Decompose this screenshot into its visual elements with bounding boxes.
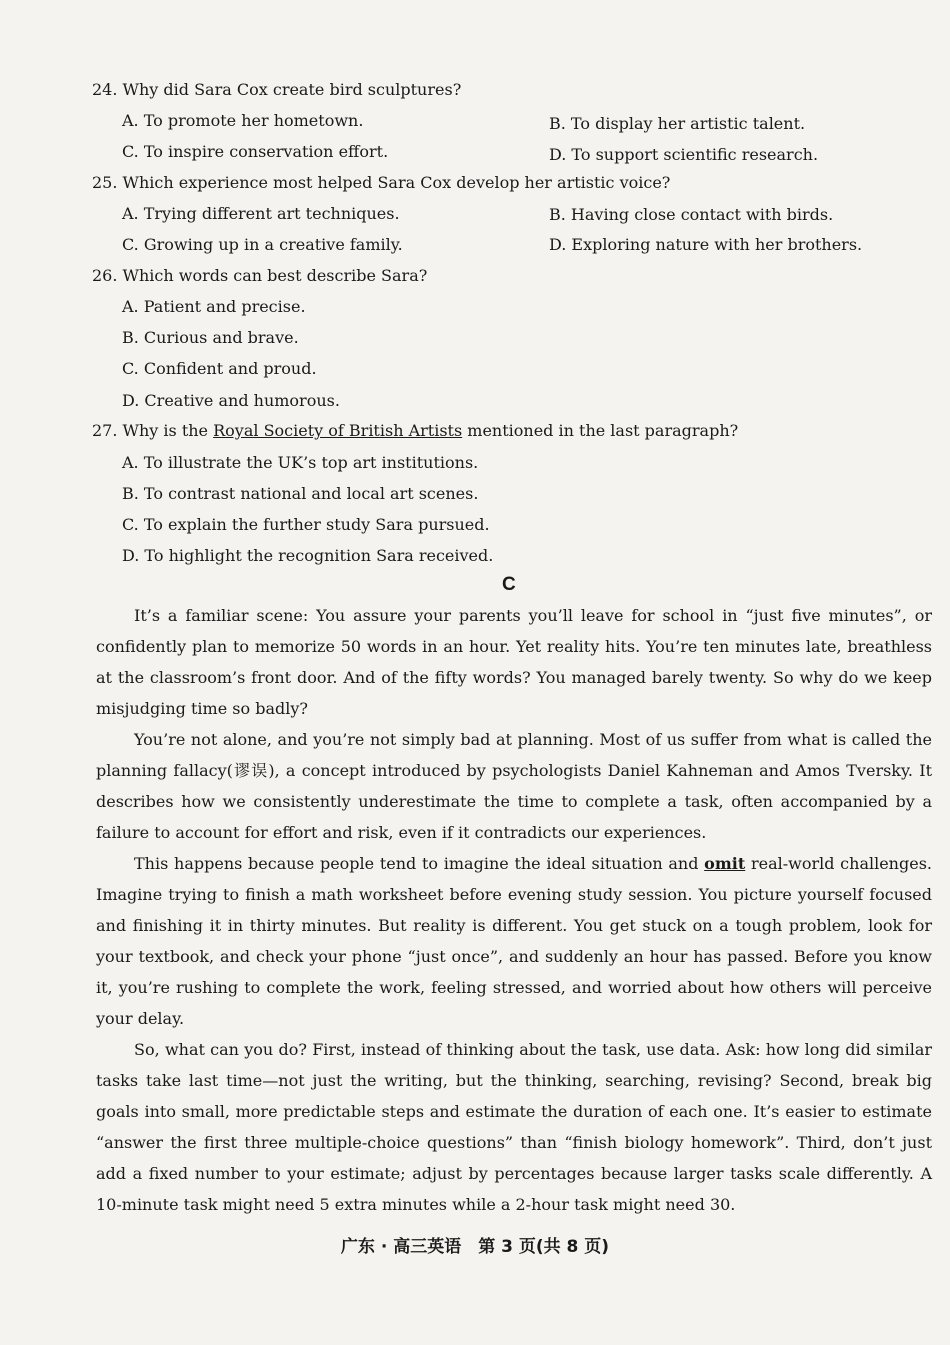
question-24-stem: 24. Why did Sara Cox create bird sculptures? <box>92 80 462 99</box>
question-25-option-b: B. Having close contact with birds. <box>549 205 834 224</box>
question-24-option-b: B. To display her artistic talent. <box>549 114 806 133</box>
question-27-option-b: B. To contrast national and local art scenes. <box>122 484 479 503</box>
question-26-option-b: B. Curious and brave. <box>122 328 299 347</box>
question-25-option-a: A. Trying different art techniques. <box>122 204 400 223</box>
question-25-option-d: D. Exploring nature with her brothers. <box>549 235 863 254</box>
question-25-option-c: C. Growing up in a creative family. <box>122 235 403 254</box>
question-27-underlined-phrase: Royal Society of British Artists <box>213 421 463 440</box>
paragraph-3-rest: real-world challenges. Imagine trying to finish a math worksheet before evening study session. You picture yourself focused and finishing it in thirty minutes. But reality is different. You get stuck on a tough problem, look for your textbook, and check your phone “just once”, and suddenly an hour has passed. Before you know it, you’re rushing to complete the work, feeling stressed, and worried about how others will perceive your delay. <box>96 854 932 1028</box>
paragraph-3-start: This happens because people tend to imagine the ideal situation and <box>134 854 705 873</box>
passage-paragraph-1: It’s a familiar scene: You assure your parents you’ll leave for school in “just five minutes”, or confidently plan to memorize 50 words in an hour. Yet reality hits. You’re ten minutes late, breathless at the classroom’s front door. And of the fifty words? You managed barely twenty. So why do we keep misjudging time so badly? <box>96 606 932 718</box>
question-27-option-a: A. To illustrate the UK’s top art institutions. <box>122 453 479 472</box>
question-26-stem: 26. Which words can best describe Sara? <box>92 266 428 285</box>
question-25-stem: 25. Which experience most helped Sara Cox develop her artistic voice? <box>92 173 671 192</box>
question-26-option-c: C. Confident and proud. <box>122 359 317 378</box>
question-27-option-c: C. To explain the further study Sara pursued. <box>122 515 490 534</box>
question-24-option-a: A. To promote her hometown. <box>122 111 364 130</box>
passage-c <box>96 600 932 1220</box>
question-27-stem-start: 27. Why is the <box>92 421 214 440</box>
passage-paragraph-4: So, what can you do? First, instead of thinking about the task, use data. Ask: how long did similar tasks take last time—not just the writing, but the thinking, searching, revising? Second, break big goals into small, more predictable steps and estimate the duration of each one. It’s easier to estimate “answer the first three multiple-choice questions” than “finish biology homework”. Third, don’t just add a fixed number to your estimate; adjust by percentages because larger tasks scale differently. A 10-minute task might need 5 extra minutes while a 2-hour task might need 30. <box>96 1040 932 1214</box>
question-24-option-d: D. To support scientific research. <box>549 145 819 164</box>
question-27-stem <box>92 421 738 441</box>
question-24-option-c: C. To inspire conservation effort. <box>122 142 389 161</box>
question-26-option-a: A. Patient and precise. <box>122 297 306 316</box>
page-footer: 广东 · 高三英语 第 3 页(共 8 页) <box>340 1237 610 1257</box>
passage-paragraph-3 <box>96 848 932 1034</box>
section-heading: C <box>502 574 516 595</box>
underlined-word-omit: omit <box>704 854 746 873</box>
question-27-stem-end: mentioned in the last paragraph? <box>462 421 739 440</box>
passage-paragraph-2: You’re not alone, and you’re not simply bad at planning. Most of us suffer from what is called the planning fallacy(谬误), a concept introduced by psychologists Daniel Kahneman and Amos Tversky. It describes how we consistently underestimate the time to complete a task, often accompanied by a failure to account for effort and risk, even if it contradicts our experiences. <box>96 730 932 842</box>
question-26-option-d: D. Creative and humorous. <box>122 391 340 410</box>
question-27-option-d: D. To highlight the recognition Sara received. <box>122 546 494 565</box>
